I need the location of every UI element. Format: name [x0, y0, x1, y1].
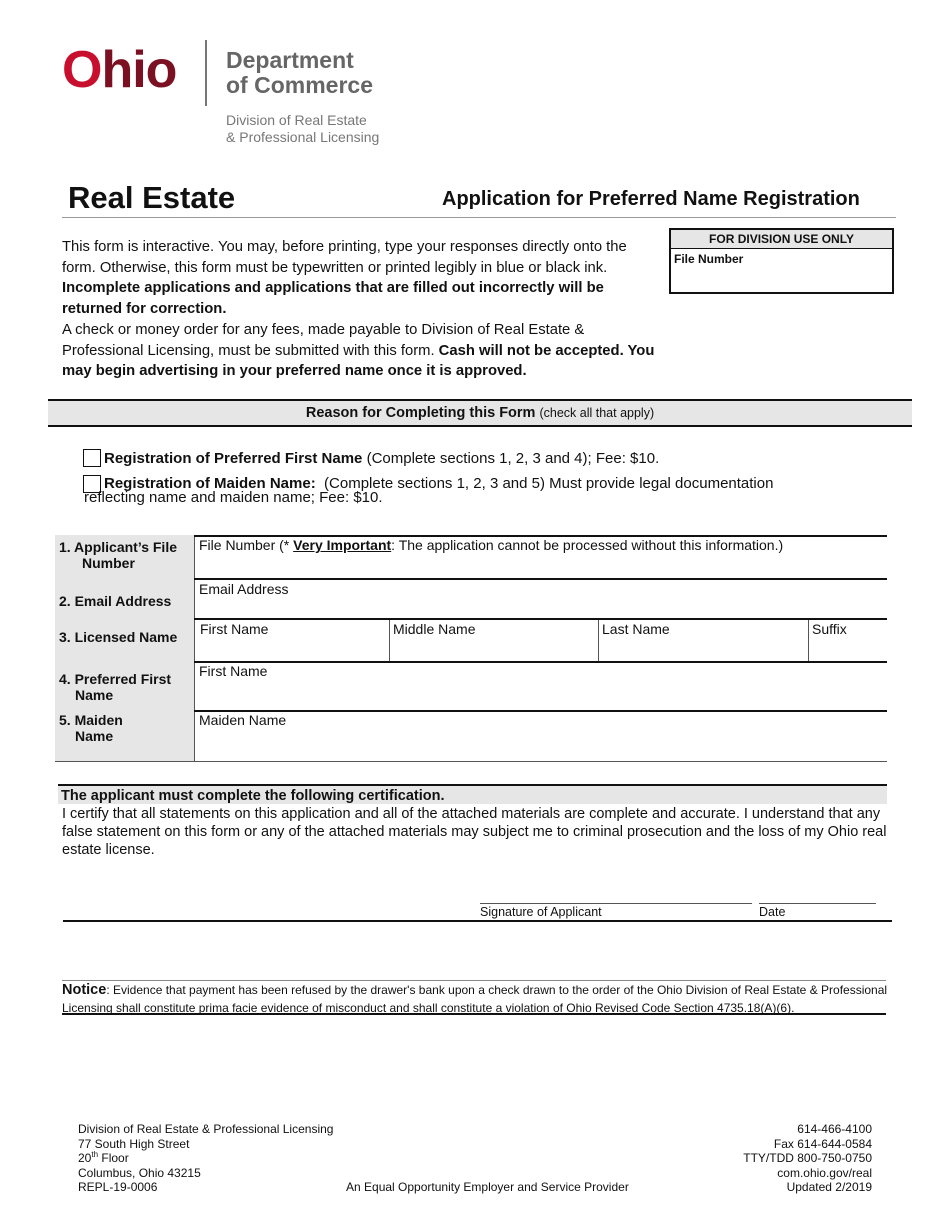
- section-5-label: [55, 710, 194, 761]
- dept-line-2: of Commerce: [226, 72, 373, 98]
- file-number-field-label: [199, 537, 783, 553]
- option2-text-line2: reflecting name and maiden name; Fee: $10.: [84, 489, 383, 506]
- footer-fax: Fax 614-644-0584: [773, 1136, 872, 1151]
- date-label: Date: [759, 905, 786, 919]
- date-line[interactable]: [759, 903, 876, 904]
- intro-p1: This form is interactive. You may, before printing, type your responses directly onto the form. Otherwise, this form must be typewritten or printed legibly in blue or black ink.: [62, 239, 627, 276]
- section-1-label: [55, 535, 194, 579]
- division-name: [226, 112, 379, 146]
- footer-phone: 614-466-4100: [797, 1122, 872, 1136]
- table-rule-4: [194, 710, 887, 712]
- section-4-label-line2: Name: [75, 687, 114, 703]
- notice-bottom-rule: [62, 1013, 886, 1015]
- section-4-label-line1: 4. Preferred First: [59, 671, 172, 687]
- preferred-first-name-checkbox[interactable]: [83, 449, 101, 467]
- section-5-row: [55, 710, 887, 761]
- logo-hio: hio: [101, 41, 177, 99]
- intro-text: [62, 237, 662, 382]
- section-3-label-text: 3. Licensed Name: [59, 629, 178, 645]
- option2-text-line1: (Complete sections 1, 2, 3 and 5) Must provide legal documentation: [315, 475, 774, 492]
- applicant-sections-table: [55, 535, 887, 763]
- file-number-prefix: File Number (*: [199, 537, 294, 553]
- licensed-last-name-field[interactable]: [598, 619, 809, 661]
- file-number-suffix: : The application cannot be processed without this information.): [391, 537, 784, 553]
- signature-section-rule: [63, 920, 892, 922]
- footer-address: [78, 1122, 333, 1195]
- footer-left-line3: [78, 1151, 333, 1166]
- signature-line[interactable]: [480, 903, 752, 904]
- footer-updated: Updated 2/2019: [786, 1180, 872, 1194]
- footer-tty: TTY/TDD 800-750-0750: [743, 1151, 872, 1165]
- footer-contact: [743, 1122, 872, 1195]
- footer-floor-suffix: th: [91, 1150, 99, 1159]
- intro-p1-bold: Incomplete applications and applications that are filled out incorrectly will be returned for correction.: [62, 280, 604, 318]
- title-divider: [62, 217, 896, 218]
- division-line-2: & Professional Licensing: [226, 129, 380, 145]
- option1-text: (Complete sections 1, 2, 3 and 4); Fee: $10.: [362, 450, 660, 467]
- signature-label: Signature of Applicant: [480, 905, 602, 919]
- notice-body: : Evidence that payment has been refused by the drawer's bank upon a check drawn to the order of the Ohio Division of Real Estate & Professional Licensing shall constitute prima facie evidence of misconduct and shall constitute a violation of Ohio Revised Code Section 4735.18(A)(6).: [62, 983, 888, 1015]
- footer-left-line1: Division of Real Estate & Professional Licensing: [78, 1122, 334, 1136]
- footer-left-line2: 77 South High Street: [78, 1136, 190, 1151]
- section-2-label-text: 2. Email Address: [59, 593, 172, 609]
- notice-text: [62, 981, 892, 1017]
- licensed-middle-name-field[interactable]: [389, 619, 599, 661]
- very-important-text: Very Important: [293, 537, 392, 553]
- logo-divider: [205, 40, 207, 106]
- section-1-label-line2: Number: [82, 555, 135, 571]
- department-name: [226, 48, 373, 98]
- section-2-row: [55, 579, 887, 619]
- licensed-suffix-label: Suffix: [812, 621, 847, 637]
- reason-heading: Reason for Completing this Form: [305, 405, 536, 421]
- maiden-name-label: Maiden Name: [199, 712, 287, 728]
- licensed-last-name-label: Last Name: [602, 621, 670, 637]
- certification-heading: The applicant must complete the following certification.: [58, 784, 887, 804]
- table-rule-top: [194, 535, 887, 537]
- maiden-name-field[interactable]: [194, 710, 887, 761]
- intro-p2: A check or money order for any fees, made payable to Division of Real Estate & Professional Licensing, must be submitted with this form.: [62, 321, 585, 359]
- table-rule-3: [194, 661, 887, 663]
- table-rule-1: [194, 578, 887, 580]
- section-2-label: [55, 579, 194, 619]
- division-file-number-label: File Number: [674, 252, 744, 266]
- licensed-first-name-label: First Name: [200, 621, 269, 637]
- email-field-label: Email Address: [199, 581, 289, 597]
- reason-subheading: (check all that apply): [539, 406, 655, 420]
- footer-floor-text: Floor: [98, 1151, 129, 1165]
- preferred-first-name-label: First Name: [199, 663, 268, 679]
- licensed-suffix-field[interactable]: [808, 619, 887, 661]
- email-address-field[interactable]: [194, 579, 887, 619]
- form-title: Application for Preferred Name Registration: [442, 188, 860, 210]
- option2-bold: Registration of Maiden Name:: [104, 475, 316, 492]
- licensed-middle-name-label: Middle Name: [393, 621, 476, 637]
- section-3-label: [55, 619, 194, 661]
- footer-left-line4: Columbus, Ohio 43215: [78, 1165, 201, 1180]
- section-1-label-line1: 1. Applicant’s File: [59, 539, 177, 555]
- division-use-heading: FOR DIVISION USE ONLY: [671, 230, 892, 249]
- section-1-row: [55, 535, 887, 579]
- licensed-first-name-field[interactable]: [194, 619, 389, 661]
- section-3-row: [55, 619, 887, 661]
- division-line-1: Division of Real Estate: [226, 112, 367, 128]
- footer-floor-number: 20: [78, 1151, 92, 1165]
- option-preferred-first-name: [104, 451, 659, 467]
- section-5-label-line1: 5. Maiden: [59, 712, 123, 728]
- table-rule-bottom: [55, 761, 887, 762]
- page-title: Real Estate: [68, 180, 236, 215]
- section-4-label: [55, 661, 194, 710]
- reason-heading-bar: [48, 399, 912, 427]
- logo-o: O: [62, 41, 102, 99]
- dept-line-1: Department: [226, 47, 354, 73]
- applicant-file-number-field[interactable]: [194, 535, 887, 579]
- section-4-row: [55, 661, 887, 710]
- section-5-label-line2: Name: [75, 728, 114, 744]
- notice-heading: Notice: [62, 982, 107, 998]
- option1-bold: Registration of Preferred First Name: [104, 450, 363, 467]
- certification-text: I certify that all statements on this application and all of the attached materials are complete and accurate. I understand that any false statement on this form or any of the attached materials may subject me to criminal prosecution and the loss of my Ohio real estate license.: [62, 806, 887, 858]
- intro-p2-bold: Cash will not be accepted. You may begin advertising in your preferred name once it is approved.: [62, 342, 655, 380]
- footer-website[interactable]: com.ohio.gov/real: [777, 1165, 872, 1180]
- preferred-first-name-field[interactable]: [194, 661, 887, 710]
- footer-eeo-statement: An Equal Opportunity Employer and Service Provider: [346, 1180, 629, 1194]
- footer-left-line5: REPL-19-0006: [78, 1180, 158, 1194]
- ohio-logo: [62, 41, 177, 99]
- division-use-box: [669, 228, 894, 294]
- table-rule-2: [194, 618, 887, 620]
